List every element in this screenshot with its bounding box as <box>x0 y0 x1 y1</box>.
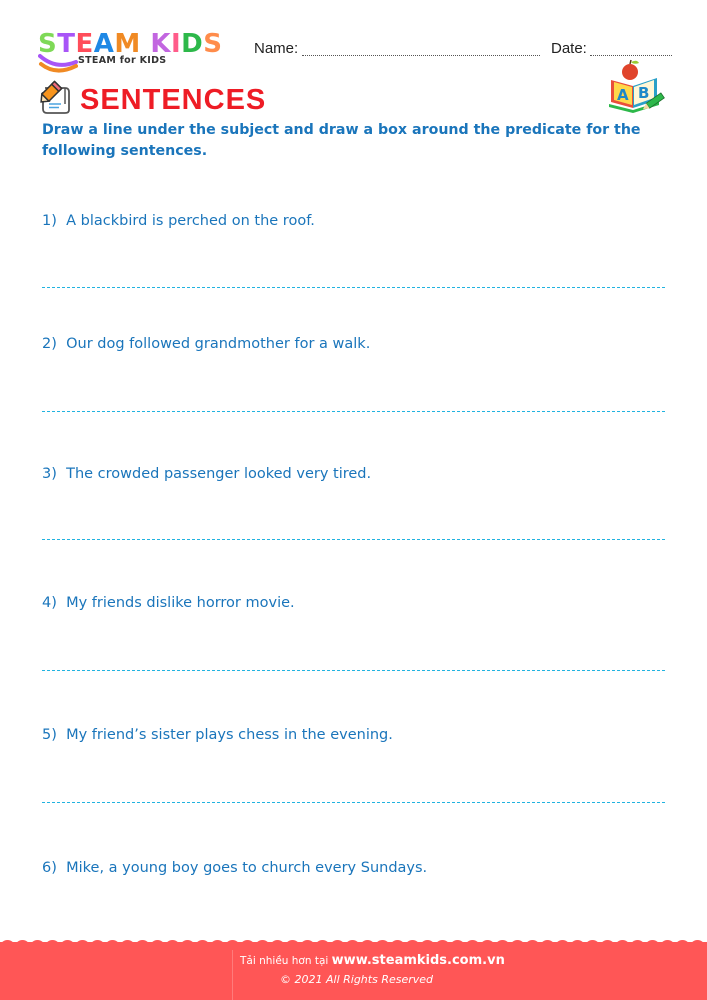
sentence-text: A blackbird is perched on the roof. <box>66 213 315 229</box>
sentence-2 <box>42 336 370 352</box>
footer <box>0 942 707 1000</box>
sentence-number: 4) <box>42 595 57 611</box>
logo-letter: S <box>38 29 58 59</box>
logo-letter: M <box>114 29 141 59</box>
sentence-1 <box>42 213 315 229</box>
sentence-number: 5) <box>42 727 57 743</box>
logo-letter: I <box>170 29 182 59</box>
logo-letter: T <box>57 29 76 59</box>
sentence-number: 1) <box>42 213 57 229</box>
sentence-number: 2) <box>42 336 57 352</box>
footer-copyright: © 2021 All Rights Reserved <box>280 973 434 986</box>
answer-line-5[interactable] <box>42 802 665 803</box>
date-field[interactable] <box>590 55 672 56</box>
sentence-text: My friend’s sister plays chess in the evening. <box>66 727 393 743</box>
sentence-text: My friends dislike horror movie. <box>66 595 295 611</box>
logo-letter: D <box>181 29 204 59</box>
footer-download-text <box>240 953 505 968</box>
sentence-text: Our dog followed grandmother for a walk. <box>66 336 371 352</box>
sentence-text: The crowded passenger looked very tired. <box>66 466 372 482</box>
worksheet-title: SENTENCES <box>80 84 267 116</box>
name-field[interactable] <box>302 55 540 56</box>
abc-book-icon <box>605 58 667 116</box>
sentence-number: 3) <box>42 466 57 482</box>
logo-letter: K <box>150 29 171 59</box>
logo-letter: S <box>203 29 223 59</box>
logo-letter: A <box>93 29 115 59</box>
answer-line-1[interactable] <box>42 287 665 288</box>
name-label: Name: <box>254 40 299 57</box>
logo-letter <box>141 30 151 58</box>
footer-website-link[interactable]: www.steamkids.com.vn <box>331 953 505 968</box>
sentence-text: Mike, a young boy goes to church every Sundays. <box>66 860 428 876</box>
answer-line-4[interactable] <box>42 670 665 671</box>
footer-divider <box>232 950 233 1000</box>
sentence-number: 6) <box>42 860 57 876</box>
sentence-6 <box>42 860 427 876</box>
sentence-3 <box>42 466 371 482</box>
answer-line-3[interactable] <box>42 539 665 540</box>
sentence-4 <box>42 595 295 611</box>
steam-kids-logo <box>38 30 238 72</box>
footer-prefix: Tải nhiều hơn tại <box>240 955 332 967</box>
date-label: Date: <box>551 40 587 57</box>
pencil-paper-icon <box>37 80 73 116</box>
svg-text:A: A <box>617 86 629 104</box>
logo-letter: E <box>75 29 94 59</box>
svg-text:B: B <box>638 84 650 102</box>
answer-line-2[interactable] <box>42 411 665 412</box>
instructions: Draw a line under the subject and draw a box around the predicate for the following sentences. <box>42 122 641 159</box>
logo-subtitle: STEAM for KIDS <box>78 55 167 66</box>
sentence-5 <box>42 727 393 743</box>
logo-smile-icon <box>38 52 78 74</box>
